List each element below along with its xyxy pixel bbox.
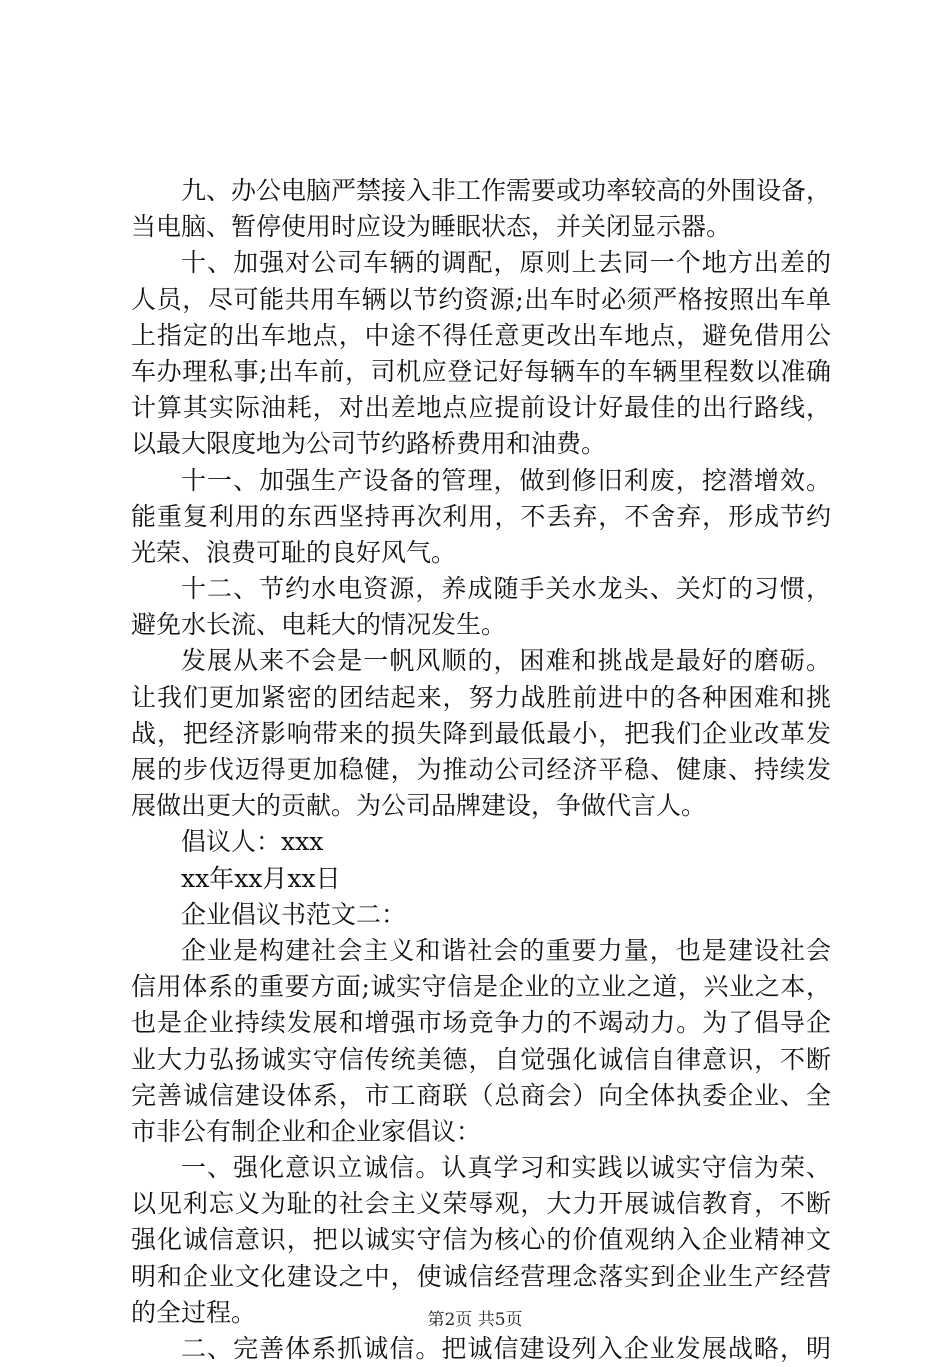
text-line: 人员，尽可能共用车辆以节约资源;出车时必须严格按照出车单 xyxy=(131,284,831,314)
text-line: 发展从来不会是一帆风顺的，困难和挑战是最好的磨砺。 xyxy=(181,646,831,676)
text-line: 十二、节约水电资源，养成随手关水龙头、关灯的习惯， xyxy=(181,574,831,604)
text-line: 当电脑、暂停使用时应设为睡眠状态，并关闭显示器。 xyxy=(131,212,732,242)
text-line: 展的步伐迈得更加稳健，为推动公司经济平稳、健康、持续发 xyxy=(131,755,831,784)
text-line: 十、加强对公司车辆的调配，原则上去同一个地方出差的 xyxy=(181,248,831,278)
text-line: 明和企业文化建设之中，使诚信经营理念落实到企业生产经营 xyxy=(131,1261,831,1291)
text-line: 企业是构建社会主义和谐社会的重要力量，也是建设社会 xyxy=(181,935,831,965)
text-line: 光荣、浪费可耻的良好风气。 xyxy=(131,537,457,567)
text-line: 业大力弘扬诚实守信传统美德，自觉强化诚信自律意识，不断 xyxy=(131,1044,831,1074)
text-line: 一、强化意识立诚信。认真学习和实践以诚实守信为荣、 xyxy=(181,1153,831,1183)
text-line: 车办理私事;出车前，司机应登记好每辆车的车辆里程数以准确 xyxy=(131,356,831,386)
text-line: 能重复利用的东西坚持再次利用，不丢弃，不舍弃，形成节约 xyxy=(131,501,831,531)
text-line: 十一、加强生产设备的管理，做到修旧利废，挖潜增效。 xyxy=(181,465,831,495)
text-line: 让我们更加紧密的团结起来，努力战胜前进中的各种困难和挑 xyxy=(131,682,831,712)
text-line: 倡议人：xxx xyxy=(181,827,324,857)
text-line: 以见利忘义为耻的社会主义荣辱观，大力开展诚信教育，不断 xyxy=(131,1189,831,1219)
text-line: 完善诚信建设体系，市工商联（总商会）向全体执委企业、全 xyxy=(131,1080,831,1110)
text-line: 的全过程。 xyxy=(131,1297,257,1327)
text-line: 也是企业持续发展和增强市场竞争力的不竭动力。为了倡导企 xyxy=(131,1008,831,1038)
text-line: 战，把经济影响带来的损失降到最低最小，把我们企业改革发 xyxy=(131,718,831,748)
text-line: 二、完善体系抓诚信。把诚信建设列入企业发展战略，明 xyxy=(181,1334,831,1363)
text-line: 九、办公电脑严禁接入非工作需要或功率较高的外围设备， xyxy=(181,176,831,205)
page-footer: 第2页 共5页 xyxy=(427,1310,523,1330)
text-line: 企业倡议书范文二： xyxy=(181,899,407,929)
text-line: 信用体系的重要方面;诚实守信是企业的立业之道，兴业之本， xyxy=(131,972,831,1002)
document-body xyxy=(131,173,831,1367)
text-line: xx年xx月xx日 xyxy=(181,863,341,893)
text-line: 避免水长流、电耗大的情况发生。 xyxy=(131,610,507,640)
text-line: 展做出更大的贡献。为公司品牌建设，争做代言人。 xyxy=(131,791,707,821)
text-line: 市非公有制企业和企业家倡议： xyxy=(131,1116,482,1146)
text-line: 计算其实际油耗，对出差地点应提前设计好最佳的出行路线， xyxy=(131,393,831,423)
text-line: 上指定的出车地点，中途不得任意更改出车地点，避免借用公 xyxy=(131,320,831,350)
text-line: 强化诚信意识，把以诚实守信为核心的价值观纳入企业精神文 xyxy=(131,1225,831,1255)
text-line: 以最大限度地为公司节约路桥费用和油费。 xyxy=(131,429,607,459)
